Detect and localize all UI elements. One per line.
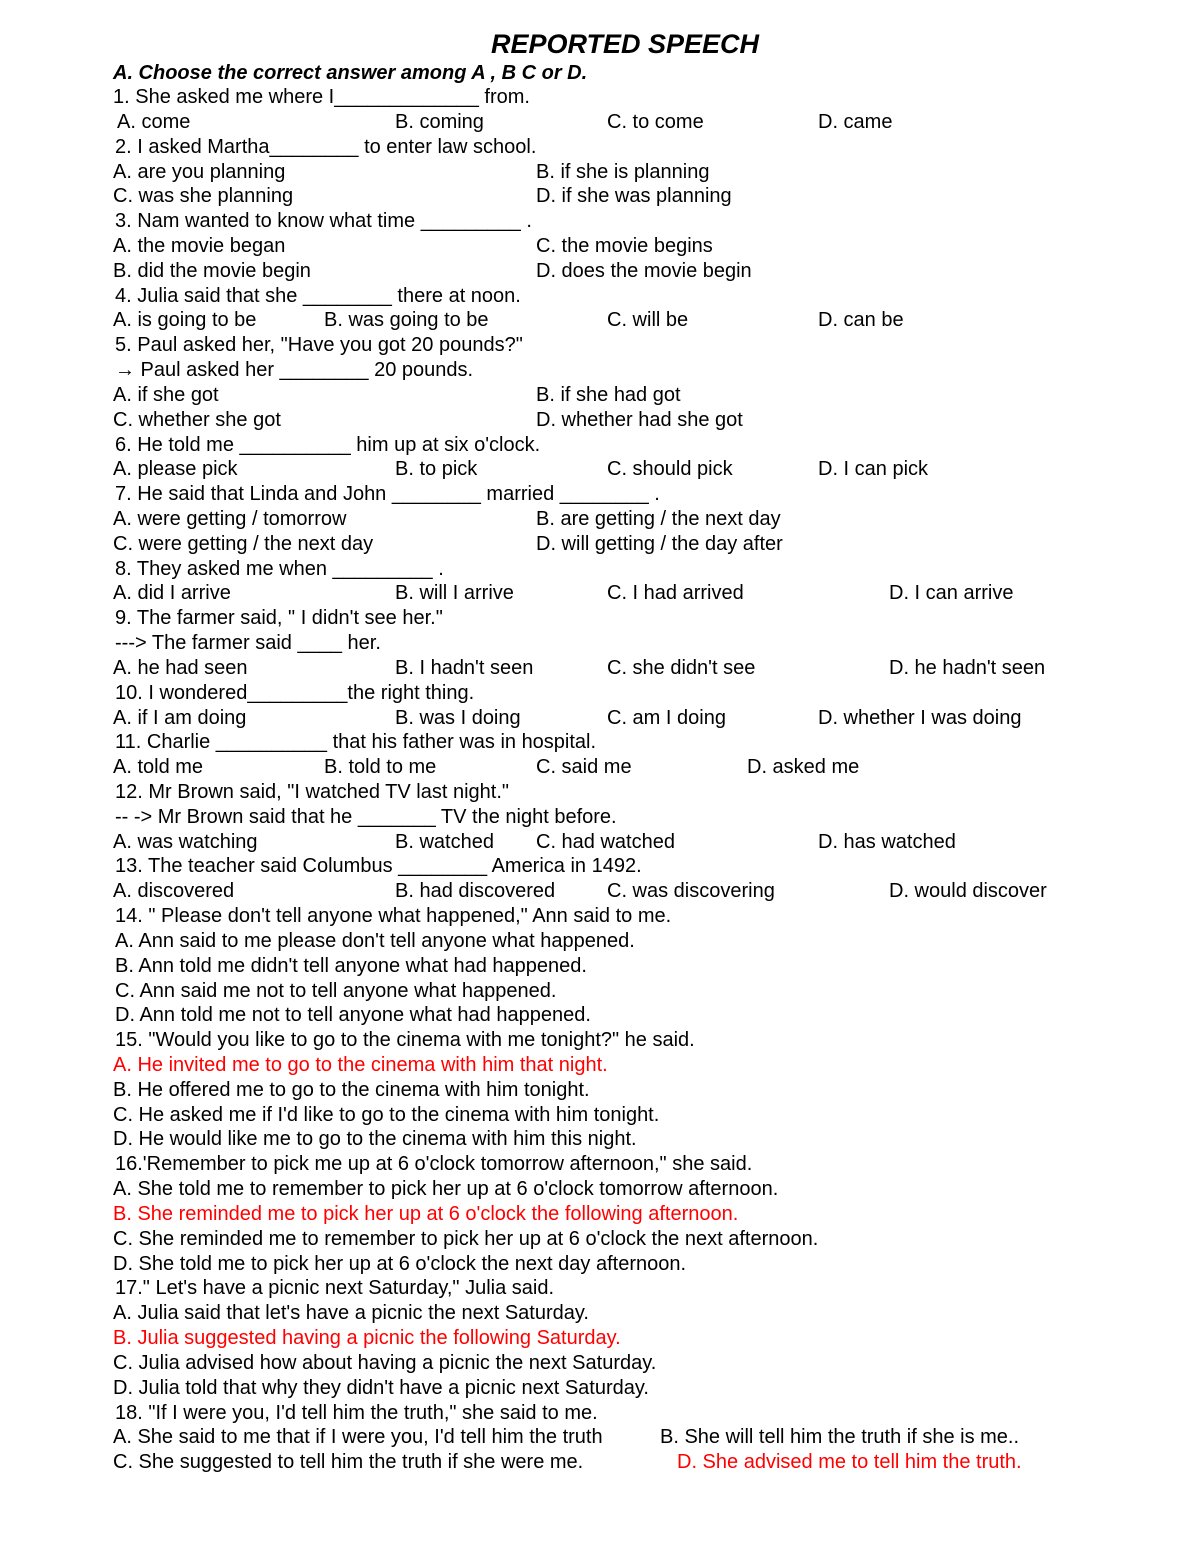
answer-option: A. please pick [113, 458, 238, 481]
line-text: D. Ann told me not to tell anyone what had happened. [115, 1004, 591, 1027]
page-title: REPORTED SPEECH [490, 29, 760, 59]
line-text: B. He offered me to go to the cinema with him tonight. [113, 1078, 590, 1101]
text-line [0, 1003, 1200, 1027]
answer-option: B. will I arrive [395, 582, 514, 605]
text-line [0, 904, 1200, 928]
line-text: 16.'Remember to pick me up at 6 o'clock tomorrow afternoon," she said. [115, 1153, 753, 1176]
text-line [0, 1028, 1200, 1052]
text-line [0, 631, 1200, 655]
text-line [0, 929, 1200, 953]
answer-option: D. whether had she got [536, 408, 743, 431]
answer-option: D. She advised me to tell him the truth. [677, 1451, 1022, 1474]
line-text: A. Ann said to me please don't tell anyone what happened. [115, 929, 635, 952]
answer-option: B. to pick [395, 458, 478, 481]
text-line [0, 1450, 1200, 1474]
text-line [0, 1152, 1200, 1176]
answer-option: A. the movie began [113, 234, 286, 257]
text-line [0, 954, 1200, 978]
text-line [0, 1401, 1200, 1425]
answer-option: B. was I doing [395, 706, 521, 729]
line-text: -- -> Mr Brown said that he _______ TV the night before. [115, 805, 617, 828]
answer-option: A. he had seen [113, 656, 248, 679]
line-text: 18. "If I were you, I'd tell him the truth," she said to me. [115, 1401, 598, 1424]
answer-option: B. was going to be [324, 309, 489, 332]
answer-option: D. does the movie begin [536, 259, 752, 282]
answer-option: A. told me [113, 756, 204, 779]
answer-option: A. were getting / tomorrow [113, 507, 347, 530]
line-text: 2. I asked Martha________ to enter law school. [115, 135, 537, 158]
answer-option: D. will getting / the day after [536, 532, 783, 555]
line-text: B. Ann told me didn't tell anyone what had happened. [115, 954, 587, 977]
answer-option: B. if she had got [536, 383, 681, 406]
text-line [0, 979, 1200, 1003]
line-text: 8. They asked me when _________ . [115, 557, 444, 580]
line-text: D. She told me to pick her up at 6 o'clock the next day afternoon. [113, 1252, 687, 1275]
text-line [0, 854, 1200, 878]
text-line [0, 1351, 1200, 1375]
line-text: 3. Nam wanted to know what time _________ . [115, 210, 532, 233]
answer-option: D. would discover [889, 880, 1047, 903]
line-text: 5. Paul asked her, "Have you got 20 pounds?" [115, 334, 523, 357]
text-line [0, 383, 1200, 407]
line-text: D. Julia told that why they didn't have a picnic next Saturday. [113, 1376, 649, 1399]
text-line [0, 780, 1200, 804]
text-line [0, 284, 1200, 308]
text-line [0, 1053, 1200, 1077]
text-line [0, 184, 1200, 208]
answer-option: C. the movie begins [536, 234, 713, 257]
text-line [0, 1127, 1200, 1151]
text-line [0, 1177, 1200, 1201]
text-line [0, 606, 1200, 630]
text-line [0, 408, 1200, 432]
answer-option: A. did I arrive [113, 582, 231, 605]
answer-option: D. can be [818, 309, 904, 332]
text-line [0, 234, 1200, 258]
text-line [0, 755, 1200, 779]
answer-option: B. are getting / the next day [536, 507, 781, 530]
text-line [0, 1202, 1200, 1226]
text-line [0, 532, 1200, 556]
answer-option: C. to come [607, 110, 704, 133]
text-line [0, 433, 1200, 457]
answer-option: B. told to me [324, 756, 437, 779]
answer-option: B. had discovered [395, 880, 556, 903]
answer-option: A. are you planning [113, 160, 286, 183]
answer-option: C. whether she got [113, 408, 281, 431]
text-line [0, 209, 1200, 233]
answer-option: C. am I doing [607, 706, 726, 729]
line-text: 14. " Please don't tell anyone what happened," Ann said to me. [115, 905, 672, 928]
text-line [0, 110, 1200, 134]
text-line [0, 308, 1200, 332]
line-text: A. He invited me to go to the cinema with him that night. [113, 1054, 608, 1076]
line-text: 12. Mr Brown said, "I watched TV last night." [115, 781, 510, 803]
answer-option: A. was watching [113, 830, 258, 853]
line-text: C. Ann said me not to tell anyone what happened. [115, 979, 557, 1002]
text-line [0, 457, 1200, 481]
text-line [0, 358, 1200, 382]
text-line [0, 1103, 1200, 1127]
answer-option: B. She will tell him the truth if she is me.. [660, 1426, 1020, 1449]
text-line [0, 482, 1200, 506]
answer-option: D. has watched [818, 830, 956, 853]
answer-option: D. came [818, 110, 893, 133]
line-text: C. She reminded me to remember to pick her up at 6 o'clock the next afternoon. [113, 1227, 819, 1250]
line-text: C. He asked me if I'd like to go to the cinema with him tonight. [113, 1103, 660, 1126]
line-text: 11. Charlie __________ that his father was in hospital. [115, 731, 597, 754]
text-line [0, 830, 1200, 854]
line-text: C. Julia advised how about having a picnic the next Saturday. [113, 1351, 657, 1374]
line-text: 13. The teacher said Columbus ________ America in 1492. [115, 855, 642, 878]
text-line [0, 259, 1200, 283]
line-text: ---> The farmer said ____ her. [115, 632, 381, 654]
answer-option: C. was she planning [113, 185, 294, 208]
answer-option: B. I hadn't seen [395, 656, 534, 679]
answer-option: C. She suggested to tell him the truth if she were me. [113, 1451, 584, 1474]
line-text: 9. The farmer said, " I didn't see her." [115, 607, 443, 630]
answer-option: C. should pick [607, 458, 733, 481]
text-line [0, 135, 1200, 159]
answer-option: B. coming [395, 110, 484, 133]
text-line [0, 333, 1200, 357]
text-line [0, 1376, 1200, 1400]
text-line [0, 507, 1200, 531]
section-instruction: A. Choose the correct answer among A , B C or D. [113, 62, 588, 84]
text-line [0, 730, 1200, 754]
line-text: A. She told me to remember to pick her up at 6 o'clock tomorrow afternoon. [113, 1178, 779, 1201]
text-line [0, 706, 1200, 730]
line-text: 15. "Would you like to go to the cinema with me tonight?" he said. [115, 1029, 695, 1052]
answer-option: A. discovered [113, 880, 235, 903]
answer-option: D. he hadn't seen [889, 656, 1046, 679]
answer-option: A. if I am doing [113, 706, 247, 729]
line-text: B. Julia suggested having a picnic the following Saturday. [113, 1327, 621, 1349]
line-text: D. He would like me to go to the cinema with him this night. [113, 1128, 637, 1151]
answer-option: D. if she was planning [536, 185, 732, 208]
answer-option: C. I had arrived [607, 582, 744, 605]
text-line [0, 1252, 1200, 1276]
line-text: 10. I wondered_________the right thing. [115, 681, 475, 704]
answer-option: C. said me [536, 756, 632, 779]
answer-option: A. is going to be [113, 309, 257, 332]
text-line [0, 1078, 1200, 1102]
line-text: → Paul asked her ________ 20 pounds. [115, 359, 474, 381]
line-text: 17." Let's have a picnic next Saturday," Julia said. [115, 1277, 555, 1300]
text-line [0, 1326, 1200, 1350]
text-line [0, 581, 1200, 605]
line-text: 1. She asked me where I_____________ from. [113, 86, 530, 108]
answer-option: D. asked me [747, 756, 860, 779]
answer-option: A. come [117, 110, 191, 133]
answer-option: B. watched [395, 830, 494, 853]
text-line [0, 656, 1200, 680]
text-line [0, 1301, 1200, 1325]
answer-option: C. will be [607, 309, 689, 332]
text-line [0, 160, 1200, 184]
line-text: 7. He said that Linda and John ________ married ________ . [115, 483, 660, 506]
answer-option: C. had watched [536, 830, 675, 853]
text-line [0, 681, 1200, 705]
text-line [0, 85, 1200, 109]
answer-option: D. I can arrive [889, 582, 1014, 605]
text-line [0, 1425, 1200, 1449]
answer-option: D. I can pick [818, 458, 929, 481]
text-line [0, 1276, 1200, 1300]
answer-option: C. she didn't see [607, 656, 756, 679]
answer-option: D. whether I was doing [818, 706, 1022, 729]
answer-option: B. did the movie begin [113, 259, 311, 282]
line-text: B. She reminded me to pick her up at 6 o'clock the following afternoon. [113, 1202, 739, 1225]
text-line [0, 1227, 1200, 1251]
answer-option: B. if she is planning [536, 160, 710, 183]
line-text: 4. Julia said that she ________ there at noon. [115, 284, 521, 307]
text-line [0, 879, 1200, 903]
answer-option: A. if she got [113, 383, 219, 406]
answer-option: C. was discovering [607, 880, 775, 903]
text-line [0, 805, 1200, 829]
line-text: A. Julia said that let's have a picnic the next Saturday. [113, 1302, 589, 1325]
answer-option: C. were getting / the next day [113, 532, 374, 555]
line-text: 6. He told me __________ him up at six o'clock. [115, 433, 541, 456]
answer-option: A. She said to me that if I were you, I'd tell him the truth [113, 1426, 603, 1449]
text-line [0, 557, 1200, 581]
